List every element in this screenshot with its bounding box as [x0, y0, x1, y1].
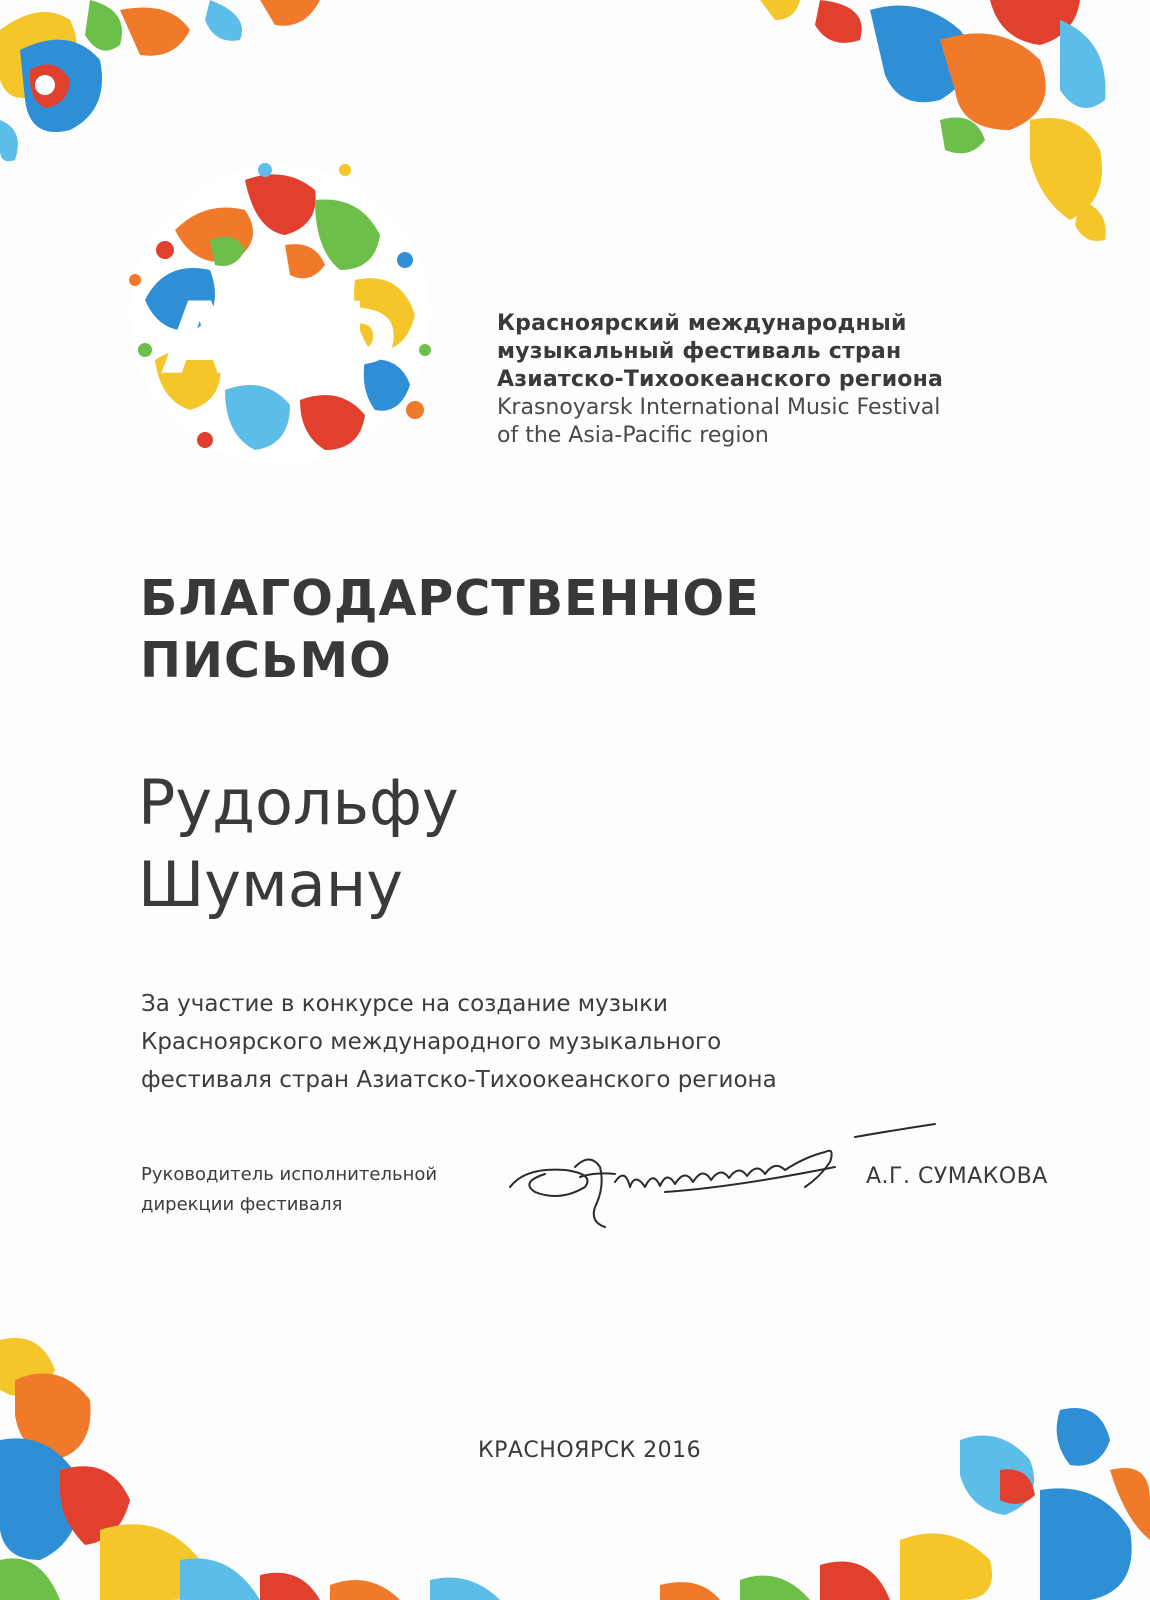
organizer-name-ru-line-2: музыкальный фестиваль стран [497, 339, 902, 364]
award-reason [141, 985, 1001, 1099]
bottom-right-handprints [660, 1408, 1150, 1600]
organizer-block [497, 310, 1057, 450]
document-title [140, 568, 960, 692]
signer-role [141, 1160, 521, 1220]
recipient-last-name: Шуману [138, 848, 403, 921]
logo-text: АТФ [162, 283, 398, 395]
document-title-line-2: ПИСЬМО [140, 632, 392, 689]
organizer-name-ru-line-1: Красноярский международный [497, 311, 907, 336]
signer-role-line-1: Руководитель исполнительной [141, 1164, 438, 1185]
recipient-name [138, 762, 838, 926]
top-right-handprints [760, 0, 1106, 241]
top-left-handprints [0, 0, 320, 161]
signer-role-line-2: дирекции фестиваля [141, 1194, 343, 1215]
festival-logo-icon [115, 150, 445, 480]
organizer-name-en-line-2: of the Asia-Pacific region [497, 423, 769, 448]
document-title-line-1: БЛАГОДАРСТВЕННОЕ [140, 570, 760, 627]
bottom-left-handprints [0, 1338, 500, 1600]
footer-city-year: КРАСНОЯРСК 2016 [478, 1438, 702, 1463]
organizer-name-en-line-1: Krasnoyarsk International Music Festival [497, 395, 941, 420]
recipient-first-name: Рудольфу [138, 766, 459, 839]
award-reason-line-2: Красноярского международного музыкального [141, 1029, 722, 1055]
award-reason-line-1: За участие в конкурсе на создание музыки [141, 991, 669, 1017]
organizer-name-ru-line-3: Азиатско-Тихоокеанского региона [497, 367, 944, 392]
award-reason-line-3: фестиваля стран Азиатско-Тихоокеанского региона [141, 1067, 777, 1093]
signer-name: А.Г. СУМАКОВА [866, 1164, 1048, 1189]
